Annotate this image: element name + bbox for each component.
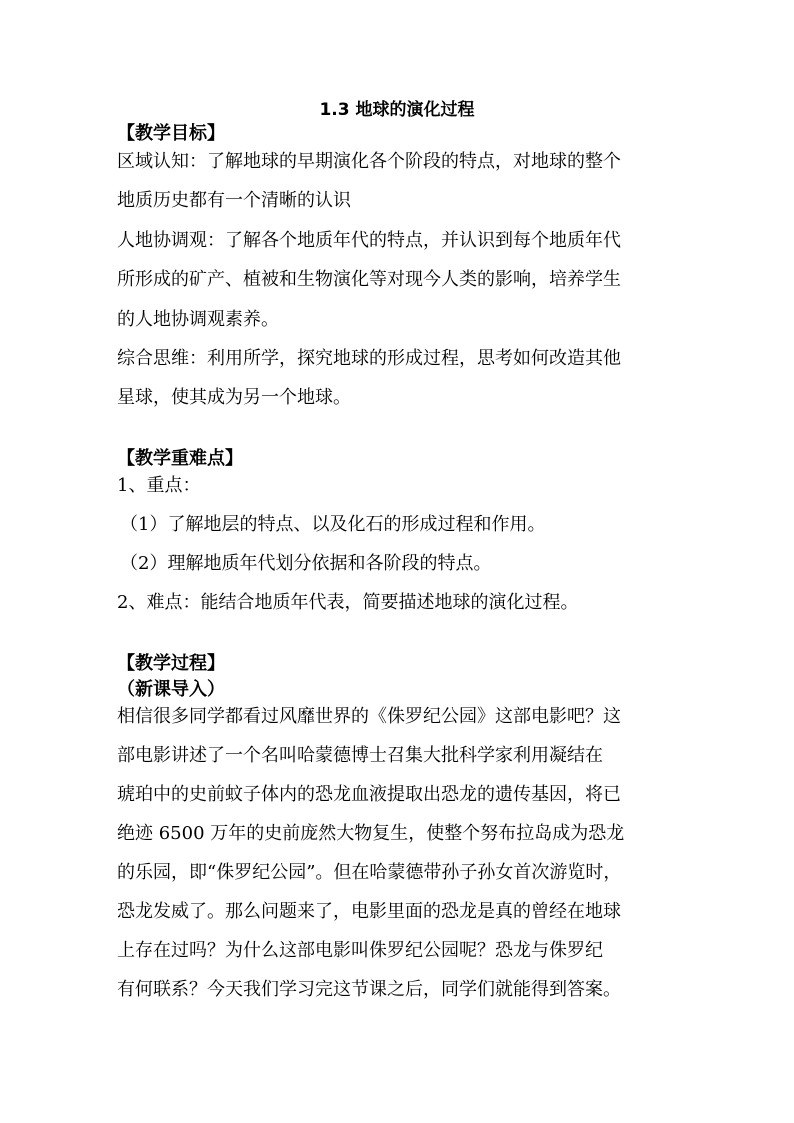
objectives-line: 综合思维：利用所学，探究地球的形成过程，思考如何改造其他: [117, 348, 621, 369]
process-line: 部电影讲述了一个名叫哈蒙德博士召集大批科学家利用凝结在: [117, 745, 603, 766]
objectives-line: 区域认知：了解地球的早期演化各个阶段的特点，对地球的整个: [117, 151, 621, 172]
objectives-line: 所形成的矿产、植被和生物演化等对现今人类的影响，培养学生: [117, 269, 621, 290]
document-title: 1.3 地球的演化过程: [319, 100, 475, 120]
process-line: 绝迹 6500 万年的史前庞然大物复生，使整个努布拉岛成为恐龙: [117, 823, 625, 844]
objectives-line: 星球，使其成为另一个地球。: [117, 387, 351, 408]
process-line: 有何联系？今天我们学习完这节课之后，同学们就能得到答案。: [117, 979, 621, 1000]
process-line: 琥珀中的史前蚊子体内的恐龙血液提取出恐龙的遗传基因，将已: [117, 784, 621, 805]
objectives-heading: 【教学目标】: [117, 123, 225, 144]
key-points-line: （1）了解地层的特点、以及化石的形成过程和作用。: [120, 514, 546, 535]
key-points-line: （2）理解地质年代划分依据和各阶段的特点。: [120, 553, 492, 574]
key-points-heading: 【教学重难点】: [117, 448, 243, 469]
process-line: 相信很多同学都看过风靡世界的《侏罗纪公园》这部电影吧？这: [117, 706, 621, 727]
process-heading: 【教学过程】: [117, 653, 225, 674]
process-line: 上存在过吗？为什么这部电影叫侏罗纪公园呢？恐龙与侏罗纪: [117, 940, 603, 961]
process-subheading: （新课导入）: [117, 679, 225, 700]
process-line: 的乐园，即“侏罗纪公园”。但在哈蒙德带孙子孙女首次游览时，: [117, 862, 622, 883]
key-points-line: 1、重点：: [117, 475, 201, 496]
objectives-line: 地质历史都有一个清晰的认识: [117, 190, 351, 211]
process-line: 恐龙发威了。那么问题来了，电影里面的恐龙是真的曾经在地球: [117, 901, 621, 922]
objectives-line: 的人地协调观素养。: [117, 309, 279, 330]
objectives-line: 人地协调观：了解各个地质年代的特点，并认识到每个地质年代: [117, 230, 621, 251]
key-points-line: 2、难点：能结合地质年代表，简要描述地球的演化过程。: [117, 592, 579, 613]
